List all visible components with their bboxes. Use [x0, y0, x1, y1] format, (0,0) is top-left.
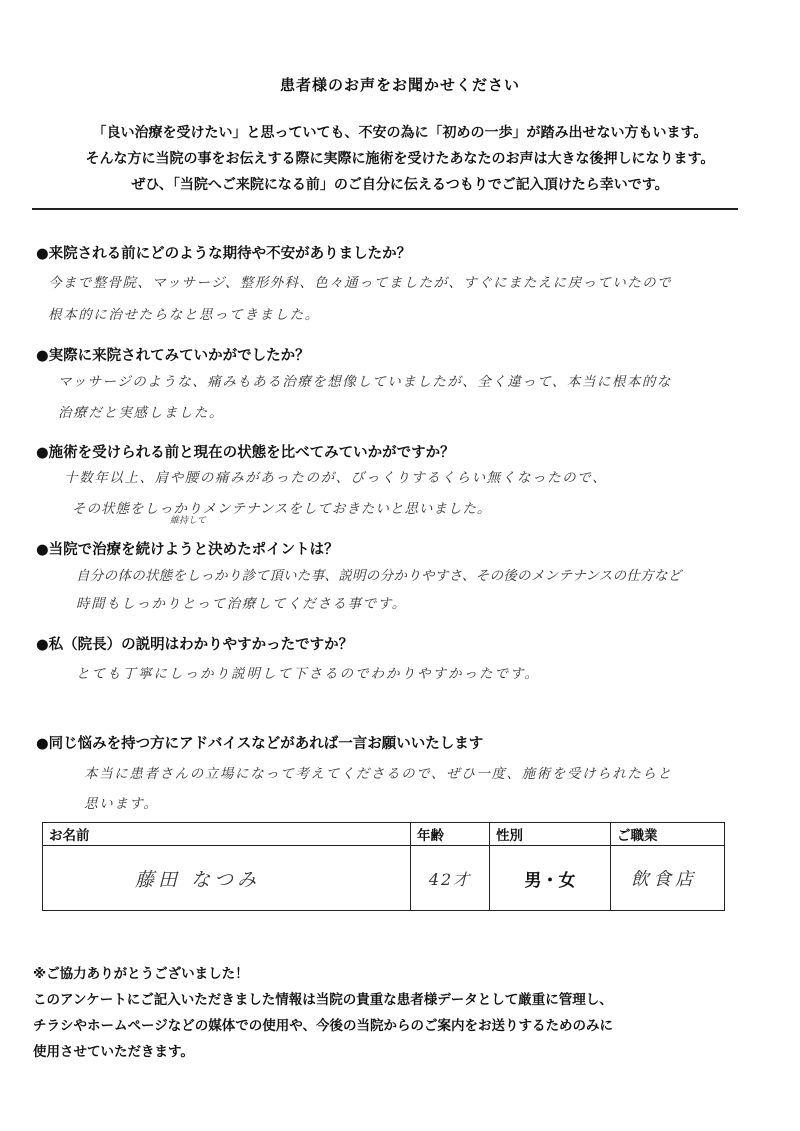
intro-line-3: ぜひ、「当院へご来院になる前」のご自分に伝えるつもりでご記入頂けたら幸いです。 [131, 177, 669, 193]
footer-thanks: ※ご協力ありがとうございました！ [33, 966, 249, 982]
question-decision-point: ●当院で治療を続けようと決めたポイントは？ [36, 542, 339, 558]
header-age: 年齢 [411, 823, 490, 846]
answer-impression-line-2: 治療だと実感しました。 [58, 405, 225, 421]
answer-decision-line-2: 時間もしっかりとって治療してくださる事です。 [76, 596, 407, 612]
value-name: 藤田 なつみ [135, 868, 261, 891]
answer-expectations-line-2: 根本的に治せたらなと思ってきました。 [48, 307, 320, 323]
question-explanation: ●私（院長）の説明はわかりやすかったですか？ [36, 637, 354, 653]
answer-condition-line-2: その状態をしっかりメンテナンスをしておきたいと思いました。 [72, 501, 492, 517]
answer-condition-insertion: 維持して [170, 516, 207, 526]
question-advice: ●同じ悩みを持つ方にアドバイスなどがあれば一言お願いいたします [36, 736, 484, 752]
footer-line-3: 使用させていただきます。 [33, 1044, 194, 1060]
header-gender: 性別 [490, 823, 611, 846]
answer-advice-line-2: 思います。 [84, 796, 159, 812]
answer-condition-line-1: 十数年以上、肩や腰の痛みがあったのが、びっくりするくらい無くなったので、 [64, 470, 608, 486]
footer-line-1: このアンケートにご記入いただきました情報は当院の貴重な患者様データとして厳重に管理し、 [33, 992, 613, 1008]
value-age: 42才 [428, 869, 472, 889]
question-impression: ●実際に来院されてみていかがでしたか？ [36, 348, 310, 364]
header-divider [32, 208, 738, 210]
answer-advice-line-1: 本当に患者さんの立場になって考えてくださるので、ぜひ一度、施術を受けられたらと [84, 766, 673, 782]
answer-expectations-line-1: 今まで整骨院、マッサージ、整形外科、色々通ってましたが、すぐにまたえに戻っていたので [48, 275, 672, 291]
answer-explanation-line-1: とても丁寧にしっかり説明して下さるのでわかりやすかったです。 [76, 666, 540, 682]
respondent-info-table [42, 822, 725, 911]
answer-impression-line-1: マッサージのような、痛みもある治療を想像していましたが、全く違って、本当に根本的な [58, 374, 672, 390]
value-gender: 男・女 [524, 870, 576, 891]
intro-line-2: そんな方に当院の事をお伝えする際に実際に施術を受けたあなたのお声は大きな後押しになります。 [85, 151, 715, 167]
intro-line-1: 「良い治療を受けたい」と思っていても、不安の為に「初めの一歩」が踏み出せない方もいます。 [92, 125, 708, 141]
footer-line-2: チラシやホームページなどの媒体での使用や、今後の当院からのご案内をお送りするためのみに [33, 1018, 613, 1034]
header-occupation: ご職業 [611, 823, 725, 846]
answer-decision-line-1: 自分の体の状態をしっかり診て頂いた事、説明の分かりやすさ、その後のメンテナンスの仕方など [76, 568, 682, 584]
header-name: お名前 [43, 823, 411, 846]
value-occupation: 飲食店 [631, 869, 697, 890]
page-title: 患者様のお声をお聞かせください [279, 76, 520, 94]
question-condition-change: ●施術を受けられる前と現在の状態を比べてみていかがですか？ [36, 445, 455, 461]
question-expectations: ●来院される前にどのような期待や不安がありましたか？ [36, 246, 412, 262]
